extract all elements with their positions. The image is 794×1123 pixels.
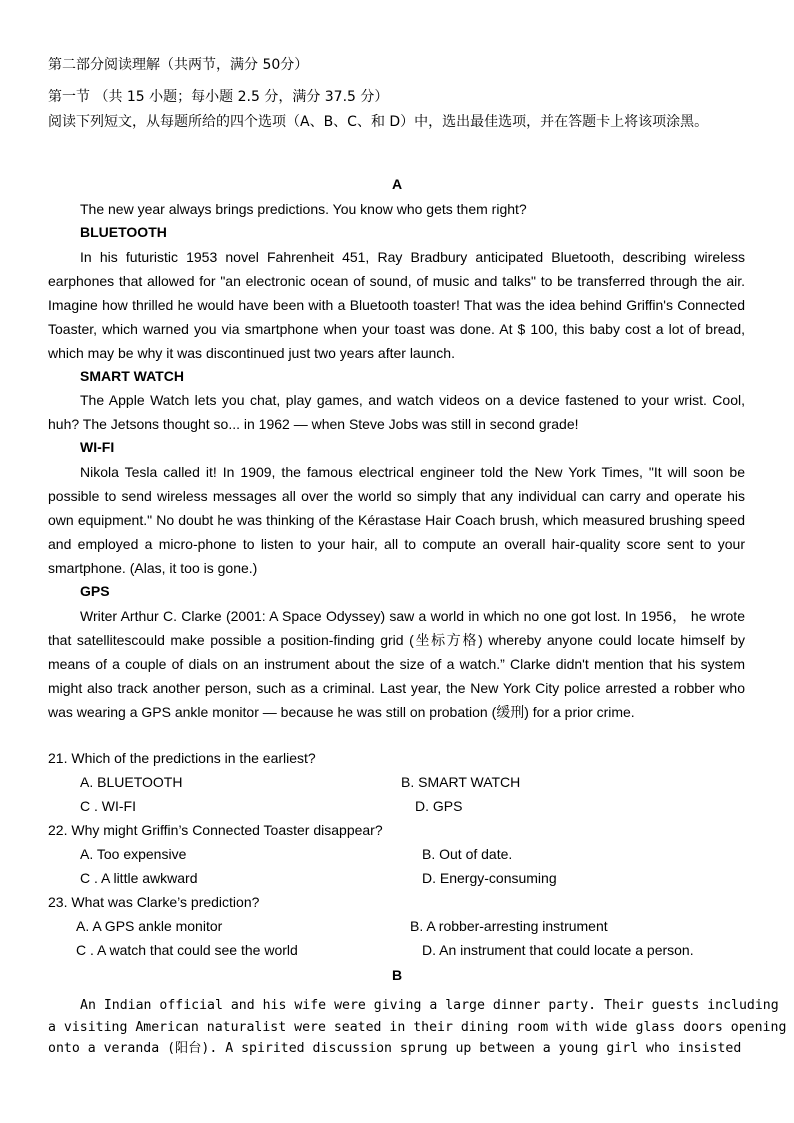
q21-option-c: C . WI-FI: [80, 798, 136, 814]
question-21: 21. Which of the predictions in the earliest?: [48, 750, 316, 766]
paragraph-smart-watch: The Apple Watch lets you chat, play games, and watch videos on a device fastened to your wrist. Cool, huh? The Jetsons thought so... in 1962 — when Steve Jobs was still in second grade!: [48, 392, 745, 432]
question-22: 22. Why might Griffin’s Connected Toaster disappear?: [48, 822, 383, 838]
q23-option-c: C . A watch that could see the world: [76, 942, 298, 958]
heading-gps: GPS: [80, 583, 110, 599]
paragraph-wifi: Nikola Tesla called it! In 1909, the famous electrical engineer told the New York Times, "It will soon be possible to send wireless messages all over the world so simply that any individual can carry and operate his own equipment." No doubt he was thinking of the Kérastase Hair Coach brush, which measured brushing speed and employed a micro-phone to listen to your hair, all to compute an overall hair-quality score sent to your smartphone. (Alas, it too is gone.): [48, 464, 745, 576]
paragraph-gps: Writer Arthur C. Clarke (2001: A Space Odyssey) saw a world in which no one got lost. In 1956， he wrote that satellitescould make possible a position-finding grid (坐标方格) whereby anyone could locate himself by means of a couple of dials on an instrument about the size of a watch.” Clarke didn't mention that his system might also track another person, such as a criminal. Last year, the New York City police arrested a robber who was wearing a GPS ankle monitor — because he was still on probation (缓刑) for a prior crime.: [48, 608, 745, 720]
subsection-title: 第一节 （共 15 小题；每小题 2.5 分，满分 37.5 分）: [48, 89, 389, 105]
paragraph-bluetooth: In his futuristic 1953 novel Fahrenheit 451, Ray Bradbury anticipated Bluetooth, describing wireless earphones that allowed for "an electronic ocean of sound, of music and talks" to be transferred through the air. Imagine how thrilled he would have been with a Bluetooth toaster! That was the idea behind Griffin's Connected Toaster, which warned you via smartphone when your toast was done. At $ 100, this baby cost a lot of bread, which may be why it was discontinued just two years after launch.: [48, 249, 745, 361]
instructions: 阅读下列短文，从每题所给的四个选项（A、B、C、和 D）中，选出最佳选项，并在答题卡上将该项涂黑。: [48, 114, 709, 130]
q22-option-b: B. Out of date.: [422, 846, 513, 862]
q22-option-d: D. Energy-consuming: [422, 870, 557, 886]
passage-b-text: [48, 995, 787, 1060]
passage-b-line-2: a visiting American naturalist were seated in their dining room with wide glass doors opening: [48, 1019, 787, 1035]
section-title: 第二部分阅读理解（共两节，满分 50分）: [48, 57, 309, 73]
heading-bluetooth: BLUETOOTH: [80, 224, 167, 240]
q21-option-d: D. GPS: [415, 798, 463, 814]
q21-option-a: A. BLUETOOTH: [80, 774, 183, 790]
passage-a-label: A: [391, 176, 403, 192]
heading-smart-watch: SMART WATCH: [80, 368, 184, 384]
q23-option-b: B. A robber-arresting instrument: [410, 918, 608, 934]
passage-b-label: B: [391, 967, 403, 983]
q23-option-d: D. An instrument that could locate a person.: [422, 942, 694, 958]
passage-b-line-1: An Indian official and his wife were giving a large dinner party. Their guests including: [80, 998, 779, 1013]
passage-a-intro: The new year always brings predictions. You know who gets them right?: [80, 201, 527, 217]
q23-option-a: A. A GPS ankle monitor: [76, 918, 223, 934]
q22-option-a: A. Too expensive: [80, 846, 187, 862]
question-23: 23. What was Clarke’s prediction?: [48, 894, 260, 910]
q22-option-c: C . A little awkward: [80, 870, 198, 886]
q21-option-b: B. SMART WATCH: [401, 774, 521, 790]
passage-b-line-3: onto a veranda (阳台). A spirited discussion sprung up between a young girl who insisted: [48, 1041, 742, 1056]
heading-wifi: WI-FI: [80, 439, 115, 455]
